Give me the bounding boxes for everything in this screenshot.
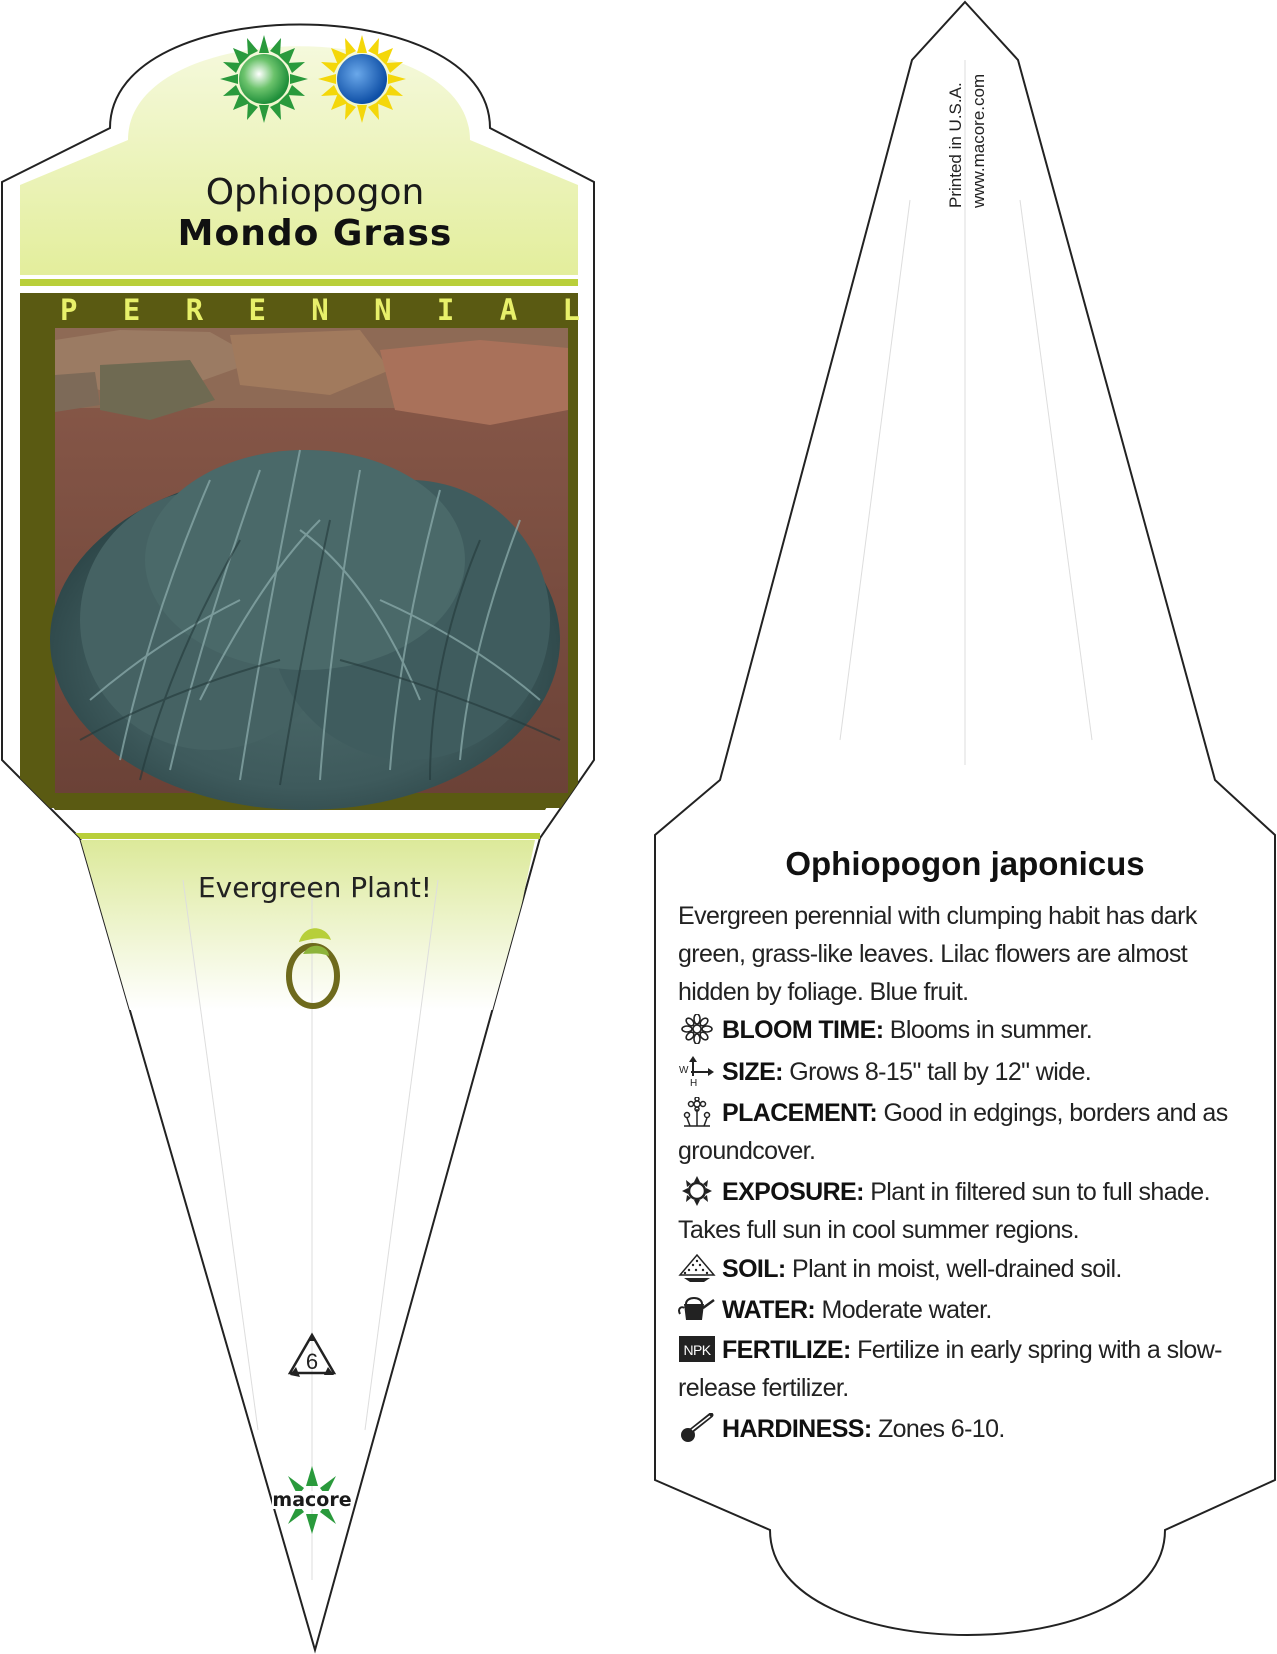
tagline-panel: [65, 840, 535, 1010]
care-water: [678, 1291, 1258, 1329]
care-label: FERTILIZE:: [722, 1336, 851, 1364]
care-label: PLACEMENT:: [722, 1099, 878, 1127]
care-text: Good in edgings, borders and as groundcover.: [678, 1099, 1228, 1165]
care-bloom-time: [678, 1011, 1258, 1049]
care-placement: [678, 1094, 1258, 1170]
care-label: WATER:: [722, 1296, 816, 1324]
care-label: SOIL:: [722, 1255, 786, 1283]
size-w-letter: W: [679, 1065, 688, 1076]
category-letter: I: [436, 293, 455, 327]
size-arrows-icon: [678, 1056, 716, 1086]
care-size: [678, 1053, 1258, 1091]
part-sun-icon: [318, 35, 406, 123]
common-name-line1: Ophiopogon: [205, 172, 425, 213]
website: www.macore.com: [969, 73, 988, 208]
category-letter: A: [499, 293, 518, 327]
plant-photo: [50, 328, 568, 810]
care-text: Moderate water.: [821, 1296, 992, 1324]
category-letter: L: [562, 293, 580, 327]
size-h-letter: H: [690, 1078, 697, 1086]
care-label: EXPOSURE:: [722, 1178, 864, 1206]
care-hardiness: [678, 1410, 1258, 1448]
common-name-line2: Mondo Grass: [177, 213, 453, 254]
care-text: Zones 6-10.: [877, 1415, 1005, 1443]
care-label: SIZE:: [722, 1058, 783, 1086]
care-text: Plant in moist, well-drained soil.: [792, 1255, 1122, 1283]
placement-icon: [678, 1097, 716, 1127]
front-tag: [2, 25, 594, 1651]
category-label: [60, 293, 580, 327]
category-letter: R: [185, 293, 204, 327]
npk-text: NPK: [683, 1342, 711, 1358]
shade-sun-icon: [220, 35, 308, 123]
npk-icon: [678, 1334, 716, 1364]
care-label: BLOOM TIME:: [722, 1016, 884, 1044]
brand-text: macore: [272, 1489, 352, 1511]
care-fertilize: [678, 1331, 1258, 1407]
category-letter: N: [374, 293, 392, 327]
care-text: Fertilize in early spring with a slow-release fertilizer.: [678, 1336, 1222, 1402]
care-text: Plant in filtered sun to full shade. Takes full sun in cool summer regions.: [678, 1178, 1210, 1244]
printed-in: Printed in U.S.A.: [946, 82, 965, 208]
botanical-name: Ophiopogon japonicus: [785, 845, 1145, 882]
printed-note: [944, 8, 990, 208]
care-text: Grows 8-15" tall by 12" wide.: [789, 1058, 1092, 1086]
care-text: Blooms in summer.: [889, 1016, 1093, 1044]
category-letter: E: [248, 293, 266, 327]
care-label: HARDINESS:: [722, 1415, 872, 1443]
title-underline: [20, 279, 578, 286]
category-letter: N: [311, 293, 329, 327]
plant-description: Evergreen perennial with clumping habit has dark green, grass-like leaves. Lilac flowers are almost hidden by foliage. Blue fruit.: [678, 902, 1197, 1006]
thermometer-icon: [678, 1413, 716, 1443]
soil-icon: [678, 1253, 716, 1283]
tagline: Evergreen Plant!: [197, 871, 433, 904]
flower-icon: [678, 1014, 716, 1044]
sun-icon: [678, 1176, 716, 1206]
watering-can-icon: [678, 1294, 716, 1324]
care-soil: [678, 1250, 1258, 1288]
category-letter: P: [60, 293, 78, 327]
care-exposure: [678, 1173, 1258, 1249]
panel-top-bar: [60, 833, 540, 839]
recycle-code: 6: [305, 1349, 319, 1374]
category-letter: E: [122, 293, 141, 327]
